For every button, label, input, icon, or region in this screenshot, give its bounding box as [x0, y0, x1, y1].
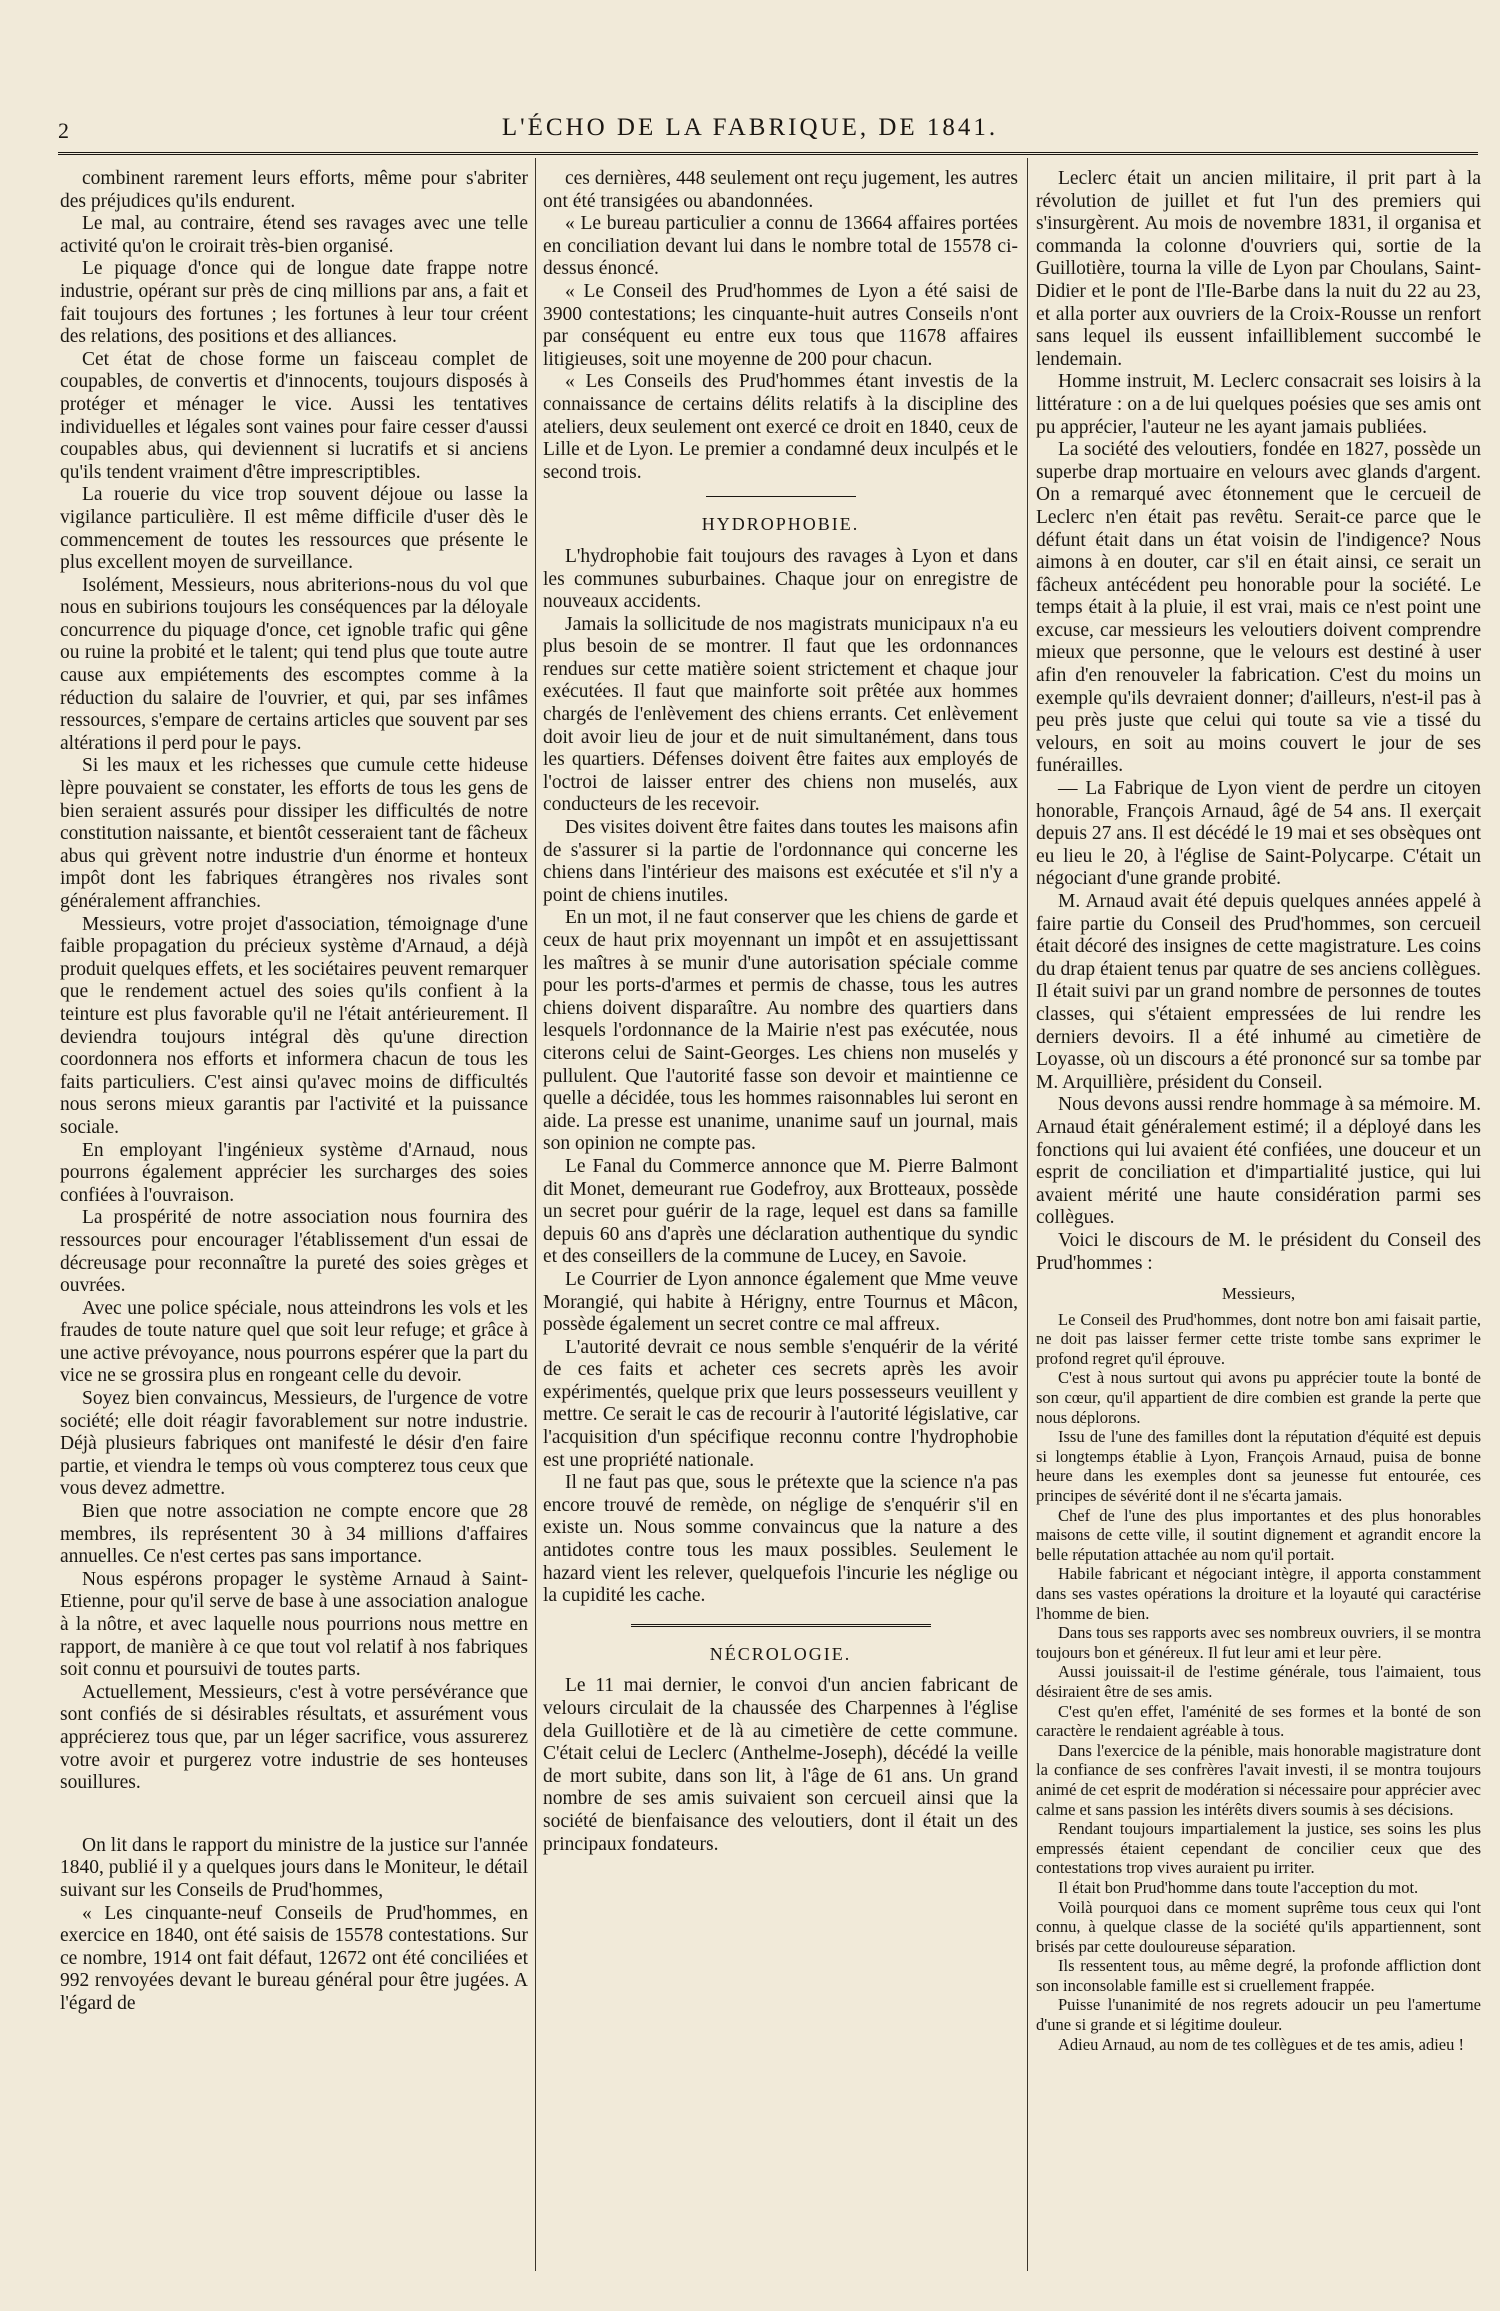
speech-salutation: Messieurs, [1221, 1284, 1296, 1304]
section-title-necrologie: NÉCROLOGIE. [709, 1643, 852, 1664]
paragraph: Habile fabricant et négociant intègre, il apporta constamment dans ses vastes opérations la droiture et la loyauté qui caractérise l'homme de bien. [1036, 1564, 1481, 1623]
paragraph: Puisse l'unanimité de nos regrets adoucir un peu l'amertume d'une si grande et si légitime douleur. [1036, 1995, 1481, 2035]
paragraph: Jamais la sollicitude de nos magistrats municipaux n'a eu plus besoin de se montrer. Il faut que les ordonnances rendues sur cette matière soient strictement et chaque jour exécutées. Il faut que mainforte soit prêtée aux hommes chargés de l'enlèvement des chiens errants. Cet enlèvement doit avoir lieu de jour et de nuit simultanément, dans tous les quartiers. Défenses doivent être faites aux employés de l'octroi de laisser entrer des chiens non muselés, aux conducteurs de les recevoir. [543, 613, 1018, 816]
paragraph: Ils ressentent tous, au même degré, la profonde affliction dont son inconsolable famille est si cruellement frappée. [1036, 1956, 1481, 1995]
paragraph: La rouerie du vice trop souvent déjoue ou lasse la vigilance particulière. Il est même difficile d'user dès le commencement de toutes les ressources que présente le plus excellent moyen de surveillance. [60, 484, 528, 574]
paragraph: Des visites doivent être faites dans toutes les maisons afin de s'assurer si la partie de l'ordonnance qui concerne les chiens dans l'intérieur des maisons est exécutée et s'il n'y a point de chiens inutiles. [543, 817, 1018, 906]
section-separator [631, 1624, 931, 1627]
column-rule [535, 158, 536, 2271]
paragraph: En employant l'ingénieux système d'Arnaud, nous pourrons également apprécier les surcharges des soies confiées à l'ouvraison. [60, 1139, 528, 1206]
paragraph: Actuellement, Messieurs, c'est à votre persévérance que sont confiés de si désirables résultats, et assurément vous apprécierez tous que, par un léger sacrifice, vous assurerez votre avoir et purgerez votre industrie de ses honteuses souillures. [60, 1681, 528, 1794]
paragraph: — La Fabrique de Lyon vient de perdre un citoyen honorable, François Arnaud, âgé de 54 ans. Il exerçait depuis 27 ans. Il est décédé le 19 mai et ses obsèques ont eu lieu le 20, à l'église de Saint-Polycarpe. C'était un négociant d'une grande probité. [1036, 778, 1481, 890]
paragraph: combinent rarement leurs efforts, même pour s'abriter des préjudices qu'ils endurent. [60, 168, 528, 212]
paragraph: Messieurs, votre projet d'association, témoignage d'une faible propagation du précieux système d'Arnaud, a déjà produit quelques effets, et les sociétaires peuvent remarquer que le rendement actuel des soies qu'ils confient à la teinture est plus favorable qu'il ne l'était antérieurement. Il deviendra toujours intégral dès qu'une direction coordonnera nos efforts et informera chacun de tous les faits particuliers. C'est ainsi qu'avec moins de difficultés nous serons mieux garantis par l'activité et la puissance sociale. [60, 913, 528, 1138]
paragraph: Le 11 mai dernier, le convoi d'un ancien fabricant de velours circulait de la chaussée des Charpennes à l'église dela Guillotière et de là au cimetière de cette commune. C'était celui de Leclerc (Anthelme-Joseph), décédé la veille de mort subite, dans son lit, à l'âge de 61 ans. Un grand nombre de ses amis suivaient son cercueil ainsi que la société de bienfaisance des veloutiers, dont il était un des principaux fondateurs. [543, 1675, 1018, 1855]
association-article [60, 168, 528, 1795]
paragraph: Il était bon Prud'homme dans toute l'acception du mot. [1058, 1877, 1419, 1897]
paragraph: « Les Conseils des Prud'hommes étant investis de la connaissance de certains délits relatifs à la discipline des ateliers, deux seulement ont exercé ce droit en 1840, ceux de Lille et de Lyon. Le premier a condamné deux inculpés et le second trois. [543, 371, 1018, 483]
section-title-hydrophobie: HYDROPHOBIE. [701, 514, 860, 535]
article-gap [60, 1795, 528, 1835]
paragraph: Aussi jouissait-il de l'estime générale, tous l'aimaient, tous désiraient être de ses amis. [1036, 1662, 1481, 1701]
paragraph: Le piquage d'once qui de longue date frappe notre industrie, opérant sur près de cinq millions par ans, a fait et fait toujours des fortunes ; les fortunes à leur tour créent des relations, des positions et des alliances. [60, 258, 528, 348]
paragraph: La prospérité de notre association nous fournira des ressources pour encourager l'établissement d'un essai de décreusage pour reconnaître la pureté des soies grèges et ouvrées. [60, 1207, 528, 1297]
paragraph: Le Courrier de Lyon annonce également que Mme veuve Morangié, qui habite à Hérigny, entre Tournus et Mâcon, possède également un secret contre ce mal affreux. [543, 1268, 1018, 1336]
paragraph: L'autorité devrait ce nous semble s'enquérir de la vérité de ces faits et acheter ces secrets après les avoir expérimentés, quelque prix que leurs possesseurs veuillent y mettre. Ce serait le cas de recourir à l'autorité législative, car l'acquisition d'un spécifique reconnu contre l'hydrophobie est une propriété nationale. [543, 1336, 1018, 1471]
paragraph: M. Arnaud avait été depuis quelques années appelé à faire partie du Conseil des Prud'hommes, son cercueil était décoré des insignes de cette magistrature. Les coins du drap étaient tenus par quatre de ses anciens collègues. Il était suivi par un grand nombre de personnes de toutes classes, qui s'étaient empressées de lui rendre les derniers devoirs. Il a été inhumé au cimetière de Loyasse, où un discours a été prononcé sur sa tombe par M. Arquillière, président du Conseil. [1036, 891, 1481, 1093]
necrology-continued [1036, 168, 1481, 1275]
paragraph: Cet état de chose forme un faisceau complet de coupables, de convertis et d'innocents, toujours disposés à protéger et ménager le vice. Aussi les tentatives individuelles et légales sont vaines pour faire cesser d'aussi coupables abus, qui deviennent si lucratifs et si anciens qu'ils tendent vraiment d'être imprescriptibles. [60, 348, 528, 483]
paragraph: Il ne faut pas que, sous le prétexte que la science n'a pas encore trouvé de remède, on néglige de s'enquérir s'il en existe un. Nous somme convaincus que la nature a des antidotes contre tous les maux possibles. Seulement le hazard vient les relever, quelquefois l'incurie les néglige ou la cupidité les cache. [543, 1472, 1018, 1607]
paragraph: Le Conseil des Prud'hommes, dont notre bon ami faisait partie, ne doit pas laisser fermer cette triste tombe sans exprimer le profond regret qu'il éprouve. [1036, 1309, 1481, 1368]
paragraph: Nous devons aussi rendre hommage à sa mémoire. M. Arnaud était généralement estimé; il a déployé dans les fonctions qui lui avaient été confiées, une douceur et un esprit de conciliation et d'impartialité justice, qui lui avaient mérité une haute considération parmi ses collègues. [1036, 1094, 1481, 1229]
header-rule [58, 152, 1478, 155]
paragraph: C'est à nous surtout qui avons pu apprécier toute la bonté de son cœur, qu'il appartient de dire combien est grande la perte que nous déplorons. [1036, 1368, 1481, 1427]
paragraph: Isolément, Messieurs, nous abriterions-nous du vol que nous en subirions toujours les conséquences par la déloyale concurrence du piquage d'once, cet ignoble trafic qui gêne ou ruine la probité et le talent; qui tend plus que toute autre cause aux empiétements des escomptes comme à la réduction du salaire de l'ouvrier, et qui, par ses infâmes ressources, s'empare de certains articles que souvent par ses altérations il perd pour le pays. [60, 574, 528, 754]
paragraph: Leclerc était un ancien militaire, il prit part à la révolution de juillet et fut l'un des premiers qui s'insurgèrent. Au mois de novembre 1831, il organisa et commanda la colonne d'ouvriers qui, sortie de la Guillotière, tourna la ville de Lyon par Choulans, Saint-Didier et le pont de l'Ile-Barbe dans la nuit du 22 au 23, et alla porter aux ouvriers de la Croix-Rousse un renfort sans lequel ils eussent infailliblement succombé le lendemain. [1036, 168, 1481, 370]
paragraph: Dans tous ses rapports avec ses nombreux ouvriers, il se montra toujours bon et généreux. Il fut leur ami et leur père. [1036, 1623, 1481, 1662]
paragraph: « Le bureau particulier a connu de 13664 affaires portées en conciliation devant lui dans le nombre total de 15578 ci-dessus énoncé. [543, 213, 1018, 280]
paragraph: Dans l'exercice de la pénible, mais honorable magistrature dont la confiance de ses confrères l'avait investi, il se montra toujours animé de cet esprit de modération si nécessaire pour apprécier avec calme et sans passion les intérêts divers soumis à ses décisions. [1036, 1740, 1481, 1819]
paragraph: Soyez bien convaincus, Messieurs, de l'urgence de votre société; elle doit réagir favorablement sur notre industrie. Déjà plusieurs fabriques ont manifesté le désir d'en faire partie, et viendra le temps où vous compterez tous ceux que vous devez admettre. [60, 1388, 528, 1500]
justice-article-continued [543, 168, 1018, 484]
paragraph: Voici le discours de M. le président du Conseil des Prud'hommes : [1036, 1229, 1481, 1274]
paragraph: Le Fanal du Commerce annonce que M. Pierre Balmont dit Monet, demeurant rue Godefroy, aux Brotteaux, possède un secret pour guérir de la rage, lequel est dans sa famille depuis 60 ans d'après une déclaration authentique du syndic et des conseillers de la commune de Lucey, en Savoie. [543, 1155, 1018, 1268]
paragraph: Bien que notre association ne compte encore que 28 membres, ils représentent 30 à 34 millions d'affaires annuelles. Ce n'est certes pas sans importance. [60, 1501, 528, 1568]
paragraph: Si les maux et les richesses que cumule cette hideuse lèpre pouvaient se constater, les efforts de tous les gens de bien seraient assurés pour dissiper les difficultés de notre constitution naissante, et bientôt cesseraient tant de fâcheux abus qui grèvent notre industrie d'un énorme et honteux impôt dont les fabriques étrangères nos rivales sont généralement affranchies. [60, 755, 528, 912]
column-2 [543, 168, 1018, 2281]
paragraph: C'est qu'en effet, l'aménité de ses formes et la bonté de son caractère le rendaient agréable à tous. [1036, 1701, 1481, 1741]
paragraph: Nous espérons propager le système Arnaud à Saint-Etienne, pour qu'il serve de base à une association analogue à la nôtre, et avec laquelle nous pourrions nous mettre en rapport, de manière à ce que tout vol relatif à nos fabriques soit connu et poursuivi de toutes parts. [60, 1568, 528, 1681]
paragraph: Chef de l'une des plus importantes et des plus honorables maisons de cette ville, il soutint dignement et agrandit encore la belle réputation attachée au nom qu'il portait. [1036, 1505, 1481, 1564]
paragraph: « Le Conseil des Prud'hommes de Lyon a été saisi de 3900 contestations; les cinquante-huit autres Conseils n'ont par conséquent eu entre eux tous que 11678 affaires litigieuses, soit une moyenne de 200 pour chacun. [543, 280, 1018, 370]
paragraph: Voilà pourquoi dans ce moment suprême tous ceux qui l'ont connu, à quelque classe de la société qu'ils appartiennent, sont brisés par cette douloureuse séparation. [1036, 1897, 1481, 1956]
column-1 [60, 168, 528, 2281]
necrology-article [543, 1675, 1018, 1856]
paragraph: Adieu Arnaud, au nom de tes collègues et de tes amis, adieu ! [1058, 2034, 1464, 2054]
paragraph: Rendant toujours impartialement la justice, ses soins les plus empressés étaient cependant de concilier ceux que des contestations trop vives auraient pu irriter. [1036, 1819, 1481, 1878]
column-3 [1036, 168, 1481, 2281]
paragraph: ces dernières, 448 seulement ont reçu jugement, les autres ont été transigées ou abandonnées. [543, 168, 1018, 212]
paragraph: Homme instruit, M. Leclerc consacrait ses loisirs à la littérature : on a de lui quelques poésies que ses amis ont pu apprécier, l'auteur ne les ayant jamais publiées. [1036, 371, 1481, 438]
paragraph: Avec une police spéciale, nous atteindrons les vols et les fraudes de toute nature quel que soit leur refuge; et grâce à une active prévoyance, nous pourrons espérer que la part du vice ne se grossira plus en rongeant celle du devoir. [60, 1297, 528, 1387]
paragraph: En un mot, il ne faut conserver que les chiens de garde et ceux de haut prix moyennant un impôt et en assujettissant les maîtres à se munir d'une autorisation spéciale comme pour les ports-d'armes et permis de chasse, tous les autres chiens doivent disparaître. Au nombre des quartiers dans lesquels l'ordonnance de la Mairie n'est pas exécutée, nous citerons celui de Saint-Georges. Les chiens non muselés y pullulent. Que l'autorité fasse son devoir et maintienne ce quelle a décidée, tous les hommes raisonnables lui seront en aide. La presse est unanime, unanime sauf un journal, mais son opinion ne compte pas. [543, 907, 1018, 1155]
running-title: L'ÉCHO DE LA FABRIQUE, DE 1841. [501, 114, 999, 141]
paragraph: Le mal, au contraire, étend ses ravages avec une telle activité qu'on le croirait très-bien organisé. [60, 213, 528, 257]
justice-article [60, 1835, 528, 2016]
page-number: 2 [58, 118, 69, 143]
speech [1036, 1310, 1481, 2055]
paragraph: Issu de l'une des familles dont la réputation d'équité est depuis si longtemps établie à Lyon, François Arnaud, puisa de bonne heure dans les exemples dont sa jeunesse fut entourée, ces principes de sévérité dont il ne s'écarta jamais. [1036, 1427, 1481, 1506]
hydrophobia-article [543, 546, 1018, 1608]
section-separator [706, 496, 856, 497]
paragraph: L'hydrophobie fait toujours des ravages à Lyon et dans les communes suburbaines. Chaque jour on enregistre de nouveaux accidents. [543, 545, 1018, 613]
paragraph: On lit dans le rapport du ministre de la justice sur l'année 1840, publié il y a quelques jours dans le Moniteur, le détail suivant sur les Conseils de Prud'hommes, [60, 1834, 528, 1901]
paragraph: La société des veloutiers, fondée en 1827, possède un superbe drap mortuaire en velours avec glands d'argent. On a remarqué avec étonnement que le cercueil de Leclerc n'en était pas revêtu. Serait-ce parce que le défunt était dans un état voisin de l'indigence? Nous aimons à en douter, car s'il en était ainsi, ce serait un fâcheux antécédent peu honorable pour la société. Le temps était à la pluie, il est vrai, mais ce n'est point une excuse, car messieurs les veloutiers doivent comprendre mieux que personne, que le velours est destiné à user afin d'en renouveler la fabrication. C'est du moins un exemple qu'ils devraient donner; d'ailleurs, n'est-il pas à peu près juste que celui qui toute sa vie a tissé du velours, en soit au moins couvert le jour de ses funérailles. [1036, 439, 1481, 777]
column-rule [1027, 158, 1028, 2271]
paragraph: « Les cinquante-neuf Conseils de Prud'hommes, en exercice en 1840, ont été saisis de 15578 contestations. Sur ce nombre, 1914 ont fait défaut, 12672 ont été conciliées et 992 renvoyées devant le bureau général pour être jugées. A l'égard de [60, 1902, 528, 2014]
